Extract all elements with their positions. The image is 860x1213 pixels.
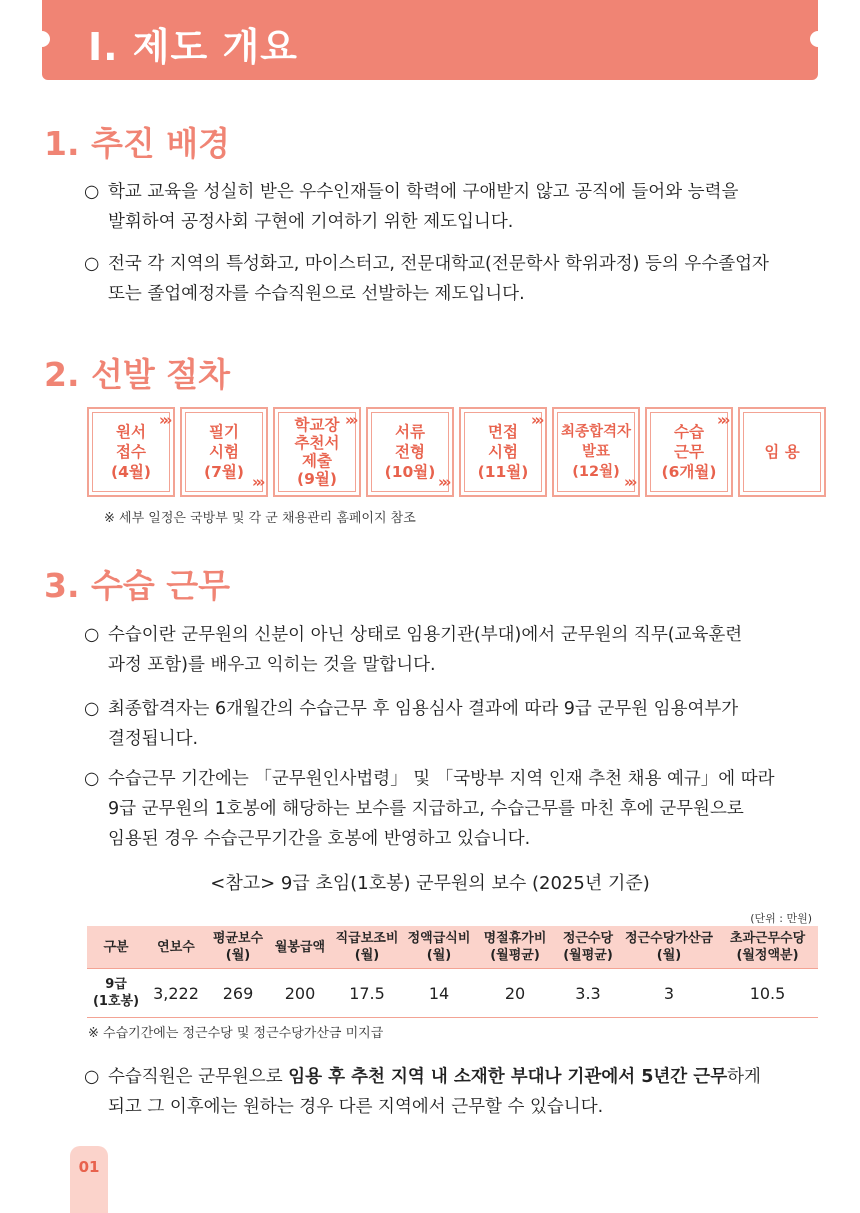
- process-note: ※ 세부 일정은 국방부 및 각 군 채용관리 홈페이지 참조: [104, 511, 416, 526]
- bullet-line: 9급 군무원의 1호봉에 해당하는 보수를 지급하고, 수습근무를 마친 후에 군무원으로: [108, 799, 744, 819]
- banner-notch-right: [810, 31, 826, 47]
- step-document-screening: 서류 전형 (10월): [366, 407, 454, 497]
- bullet-mark: ○: [84, 769, 100, 789]
- section3-bullet-3: [84, 764, 824, 854]
- bullet-mark: ○: [84, 1067, 100, 1087]
- step-arrow-icon: »»: [531, 411, 539, 429]
- step-principal-recommendation: 학교장 추천서 제출 (9월): [273, 407, 361, 497]
- bullet-line: 결정됩니다.: [108, 729, 199, 749]
- bullet-line: 발휘하여 공정사회 구현에 기여하기 위한 제도입니다.: [108, 212, 514, 232]
- bullet-line: 학교 교육을 성실히 받은 우수인재들이 학력에 구애받지 않고 공직에 들어와 능력을: [108, 182, 739, 202]
- page-number-tab: [70, 1146, 108, 1213]
- bullet-line: 임용된 경우 수습근무기간을 호봉에 반영하고 있습니다.: [108, 829, 531, 849]
- step-arrow-icon: »»: [252, 473, 260, 491]
- table-header-cell: 평균보수 (월): [207, 926, 269, 969]
- table-cell: 10.5: [717, 969, 818, 1018]
- bullet-line: 수습직원은 군무원으로 임용 후 추천 지역 내 소재한 부대나 기관에서 5년간 근무하게: [108, 1067, 761, 1087]
- table-cell: 269: [207, 969, 269, 1018]
- salary-unit: (단위 : 만원): [750, 912, 812, 925]
- step-arrow-icon: »»: [345, 411, 353, 429]
- section1-bullet-2: [84, 249, 824, 309]
- step-application: 원서 접수 (4월): [87, 407, 175, 497]
- table-header-cell: 정근수당 (월평균): [555, 926, 621, 969]
- section3-bullet-4: [84, 1062, 824, 1122]
- table-cell: 17.5: [331, 969, 403, 1018]
- step-arrow-icon: »»: [624, 473, 632, 491]
- table-note: ※ 수습기간에는 정근수당 및 정근수당가산금 미지급: [88, 1026, 384, 1041]
- bullet-line: 수습근무 기간에는 「군무원인사법령」 및 「국방부 지역 인재 추천 채용 예규」에 따라: [108, 769, 775, 789]
- step-arrow-icon: »»: [717, 411, 725, 429]
- table-header-cell: 연보수: [145, 926, 207, 969]
- bullet-line: 과정 포함)를 배우고 익히는 것을 말합니다.: [108, 655, 436, 675]
- selection-process-flow: [87, 407, 827, 497]
- emphasis-text: 임용 후 추천 지역 내 소재한 부대나 기관에서 5년간 근무: [288, 1067, 728, 1087]
- section3-bullet-1: [84, 620, 824, 680]
- bullet-mark: ○: [84, 254, 100, 274]
- bullet-mark: ○: [84, 625, 100, 645]
- page-number: 01: [78, 1158, 100, 1176]
- table-header-cell: 월봉급액: [269, 926, 331, 969]
- table-cell: 3.3: [555, 969, 621, 1018]
- section3-bullet-2: [84, 694, 824, 754]
- section2-title: 2. 선발 절차: [44, 355, 230, 394]
- step-arrow-icon: »»: [438, 473, 446, 491]
- table-header-cell: 정액급식비 (월): [403, 926, 475, 969]
- salary-table: [87, 926, 818, 1018]
- step-appointment: 임 용: [738, 407, 826, 497]
- step-final-announcement: 최종합격자 발표 (12월): [552, 407, 640, 497]
- table-cell: 200: [269, 969, 331, 1018]
- step-interview: 면접 시험 (11월): [459, 407, 547, 497]
- table-header-cell: 정근수당가산금 (월): [621, 926, 717, 969]
- section1-title: 1. 추진 배경: [44, 124, 230, 163]
- section3-title: 3. 수습 근무: [44, 566, 230, 605]
- table-cell-grade: 9급 (1호봉): [87, 969, 145, 1018]
- step-arrow-icon: »»: [159, 411, 167, 429]
- bullet-mark: ○: [84, 182, 100, 202]
- bullet-line: 또는 졸업예정자를 수습직원으로 선발하는 제도입니다.: [108, 284, 525, 304]
- banner-notch-left: [34, 31, 50, 47]
- table-header-cell: 직급보조비 (월): [331, 926, 403, 969]
- section1-bullet-1: [84, 177, 824, 237]
- salary-reference-title: <참고> 9급 초임(1호봉) 군무원의 보수 (2025년 기준): [210, 873, 650, 894]
- salary-table-header: [87, 926, 818, 969]
- table-cell: 20: [475, 969, 555, 1018]
- chapter-banner: [42, 0, 818, 80]
- bullet-line: 전국 각 지역의 특성화고, 마이스터고, 전문대학교(전문학사 학위과정) 등의 우수졸업자: [108, 254, 769, 274]
- table-header-cell: 명절휴가비 (월평균): [475, 926, 555, 969]
- bullet-line: 최종합격자는 6개월간의 수습근무 후 임용심사 결과에 따라 9급 군무원 임용여부가: [108, 699, 739, 719]
- table-cell: 14: [403, 969, 475, 1018]
- bullet-mark: ○: [84, 699, 100, 719]
- table-header-cell: 구분: [87, 926, 145, 969]
- step-probation: 수습 근무 (6개월): [645, 407, 733, 497]
- step-written-exam: 필기 시험 (7월): [180, 407, 268, 497]
- table-cell: 3: [621, 969, 717, 1018]
- table-header-cell: 초과근무수당 (월정액분): [717, 926, 818, 969]
- table-cell: 3,222: [145, 969, 207, 1018]
- chapter-title: Ⅰ. 제도 개요: [88, 25, 298, 69]
- table-row: [87, 969, 818, 1018]
- bullet-line: 되고 그 이후에는 원하는 경우 다른 지역에서 근무할 수 있습니다.: [108, 1097, 604, 1117]
- bullet-line: 수습이란 군무원의 신분이 아닌 상태로 임용기관(부대)에서 군무원의 직무(교육훈련: [108, 625, 743, 645]
